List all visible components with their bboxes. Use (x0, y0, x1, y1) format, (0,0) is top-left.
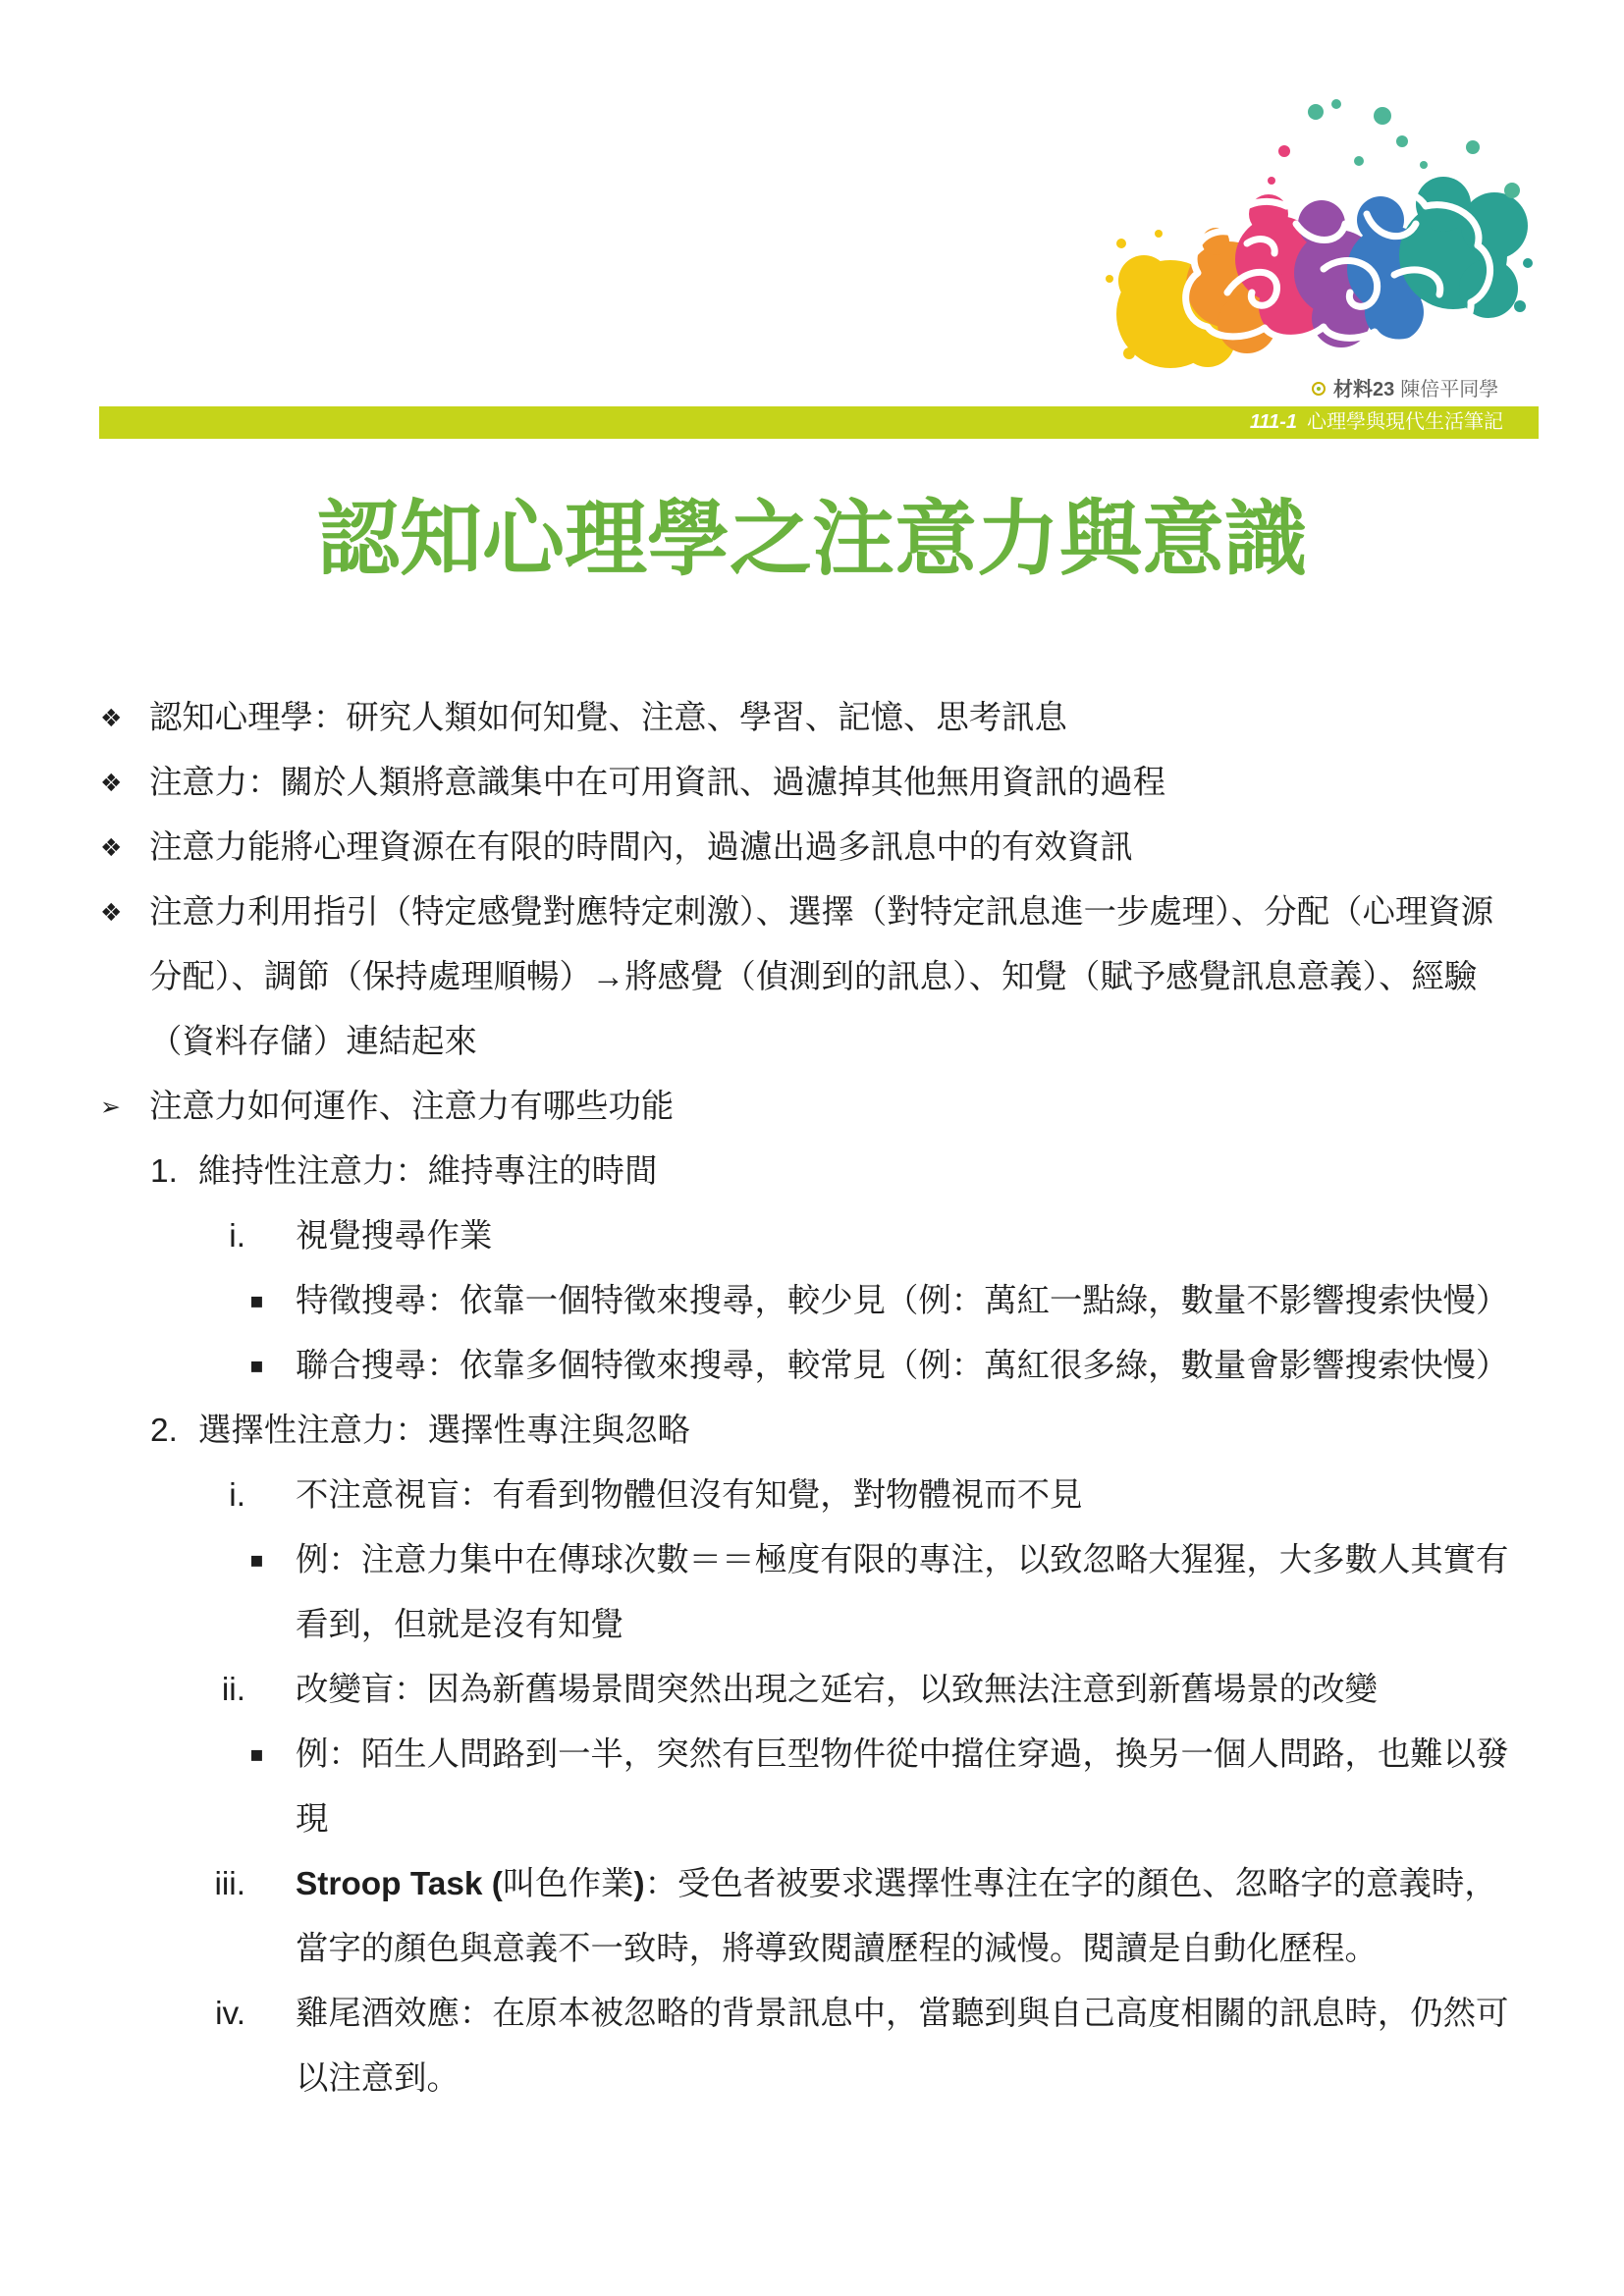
bullet-continuation (0, 945, 1624, 1010)
bullet-text: 分配）、調節（保持處理順暢）→將感覺（偵測到的訊息）、知覺（賦予感覺訊息意義）、經驗 (149, 959, 1478, 995)
point-text: 例：注意力集中在傳球次數＝＝極度有限的專注，以致忽略大猩猩，大多數人其實有 (296, 1542, 1509, 1578)
subitem-text: 雞尾酒效應：在原本被忽略的背景訊息中，當聽到與自己高度相關的訊息時，仍然可 (296, 1996, 1509, 2032)
diamond-bullet-icon: ❖ (100, 704, 123, 732)
splatter-dots (1308, 99, 1520, 198)
course-title: 心理學與現代生活筆記 (1307, 411, 1503, 433)
subitem (0, 1204, 1624, 1269)
point-item (0, 1269, 1624, 1334)
point-text: 例：陌生人問路到一半，突然有巨型物件從中擋住穿過，換另一個人問路，也難以發 (296, 1736, 1509, 1773)
notes-outline (0, 686, 1624, 2111)
bullet-text: 注意力能將心理資源在有限的時間內，過濾出過多訊息中的有效資訊 (149, 829, 1133, 866)
item-number: 2. (150, 1413, 178, 1449)
subitem (0, 1658, 1624, 1723)
arrow-bullet-icon: ➢ (100, 1093, 121, 1121)
diamond-bullet-icon: ❖ (100, 833, 123, 862)
item-number: 1. (150, 1153, 178, 1190)
subitem-text: 以注意到。 (296, 2060, 460, 2097)
point-text: 看到，但就是沒有知覺 (296, 1607, 623, 1643)
author-name: 陳倍平同學 (1400, 379, 1499, 400)
target-dot-icon (1312, 382, 1326, 396)
subitem-line: ：受色者被要求選擇性專注在字的顏色、忽略字的意義時， (644, 1866, 1497, 1902)
square-bullet-icon: ▪ (249, 1548, 264, 1573)
subitem-text: 視覺搜尋作業 (296, 1218, 493, 1255)
author-class: 材料23 (1333, 379, 1395, 400)
section-heading (0, 1075, 1624, 1140)
roman-numeral: iv. (215, 1996, 245, 2032)
bullet-text: 注意力利用指引（特定感覺對應特定刺激）、選擇（對特定訊息進一步處理）、分配（心理資源 (149, 894, 1494, 931)
bullet-item (0, 881, 1624, 945)
subitem-text (296, 1852, 1497, 1917)
point-text: 現 (296, 1801, 329, 1838)
square-bullet-icon: ▪ (249, 1354, 264, 1378)
subitem (0, 1464, 1624, 1528)
numbered-item (0, 1399, 1624, 1464)
header-bar (99, 406, 1539, 439)
point-continuation (0, 1788, 1624, 1852)
bullet-item (0, 751, 1624, 816)
bullet-item (0, 816, 1624, 881)
point-item (0, 1334, 1624, 1399)
bullet-text: 認知心理學：研究人類如何知覺、注意、學習、記憶、思考訊息 (149, 700, 1067, 736)
point-item (0, 1528, 1624, 1593)
bullet-continuation (0, 1010, 1624, 1075)
diamond-bullet-icon: ❖ (100, 769, 123, 797)
roman-numeral: i. (229, 1477, 245, 1514)
term-note: 叫色作業 (502, 1866, 634, 1902)
subitem (0, 1852, 1624, 1917)
subitem-text: 不注意視盲：有看到物體但沒有知覺，對物體視而不見 (296, 1477, 1083, 1514)
roman-numeral: iii. (214, 1866, 245, 1902)
roman-numeral: ii. (221, 1672, 245, 1708)
section-text: 注意力如何運作、注意力有哪些功能 (149, 1089, 675, 1125)
author-caption (1312, 377, 1498, 402)
point-continuation (0, 1593, 1624, 1658)
subitem-text: 改變盲：因為新舊場景間突然出現之延宕，以致無法注意到新舊場景的改變 (296, 1672, 1378, 1708)
square-bullet-icon: ▪ (249, 1289, 264, 1313)
subitem-continuation (0, 2047, 1624, 2111)
bullet-item (0, 686, 1624, 751)
subitem-text: 當字的顏色與意義不一致時，將導致閱讀歷程的減慢。閱讀是自動化歷程。 (296, 1931, 1378, 1967)
subitem (0, 1982, 1624, 2047)
numbered-item (0, 1140, 1624, 1204)
point-text: 特徵搜尋：依靠一個特徵來搜尋，較少見（例：萬紅一點綠，數量不影響搜索快慢） (296, 1283, 1509, 1319)
diamond-bullet-icon: ❖ (100, 898, 123, 927)
term-label: Stroop Task ( (296, 1866, 503, 1902)
point-item (0, 1723, 1624, 1788)
point-text: 聯合搜尋：依靠多個特徵來搜尋，較常見（例：萬紅很多綠，數量會影響搜索快慢） (296, 1348, 1509, 1384)
item-text: 維持性注意力：維持專注的時間 (198, 1153, 658, 1190)
bullet-text: （資料存儲）連結起來 (149, 1024, 477, 1060)
page-title: 認知心理學之注意力與意識 (316, 493, 1307, 585)
square-bullet-icon: ▪ (249, 1742, 264, 1767)
course-code: 111-1 (1249, 411, 1297, 433)
term-close: ) (633, 1866, 645, 1902)
bullet-text: 注意力：關於人類將意識集中在可用資訊、過濾掉其他無用資訊的過程 (149, 765, 1166, 801)
roman-numeral: i. (229, 1218, 245, 1255)
brain-paint-splash-logo (1100, 96, 1536, 369)
item-text: 選擇性注意力：選擇性專注與忽略 (198, 1413, 690, 1449)
subitem-continuation (0, 1917, 1624, 1982)
